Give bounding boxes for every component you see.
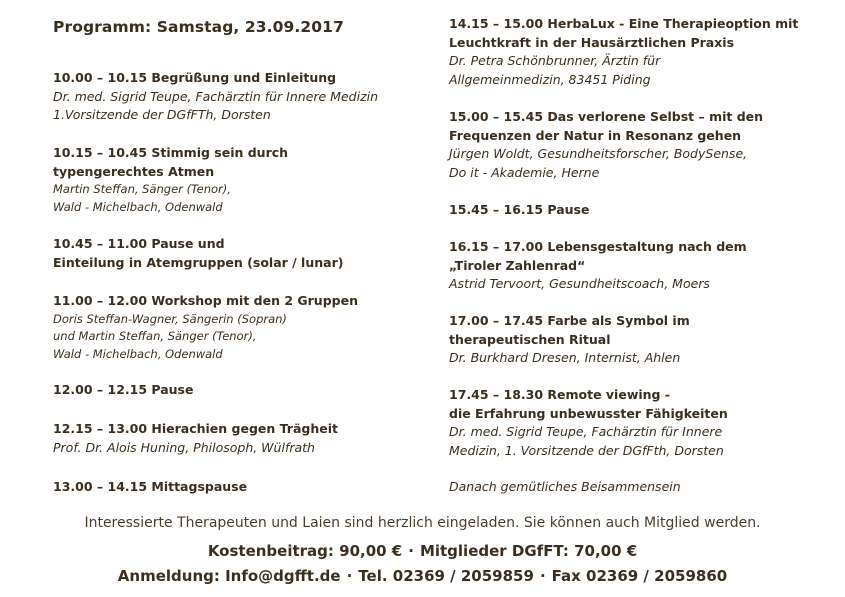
speaker-info: Astrid Tervoort, Gesundheitscoach, Moers bbox=[449, 276, 710, 291]
program-entry bbox=[449, 238, 829, 294]
program-entry bbox=[53, 420, 428, 457]
invitation-text: Interessierte Therapeuten und Laien sind herzlich eingeladen. Sie können auch Mitglied werden. bbox=[84, 515, 761, 531]
speaker-info: Dr. Burkhard Dresen, Internist, Ahlen bbox=[449, 350, 681, 365]
program-entry bbox=[449, 108, 829, 182]
speaker-info: Do it - Akademie, Herne bbox=[449, 164, 600, 180]
speaker-info: Dr. Petra Schönbrunner, Ärztin für bbox=[449, 53, 661, 68]
speaker-info: Wald - Michelbach, Odenwald bbox=[53, 346, 223, 361]
program-entry bbox=[53, 235, 428, 272]
session-title: therapeutischen Ritual bbox=[449, 331, 611, 347]
session-title: Einteilung in Atemgruppen (solar / lunar) bbox=[53, 254, 344, 270]
session-title: Leuchtkraft in der Hausärztlichen Praxis bbox=[449, 34, 735, 50]
program-entry bbox=[449, 312, 829, 368]
session-title: 15.45 – 16.15 Pause bbox=[449, 202, 590, 217]
speaker-info: Dr. med. Sigrid Teupe, Fachärztin für Innere Medizin bbox=[53, 88, 379, 104]
separator: · bbox=[408, 542, 414, 560]
session-title: 14.15 – 15.00 HerbaLux - Eine Therapieoption mit bbox=[449, 16, 799, 31]
phone-number: Tel. 02369 / 2059859 bbox=[358, 567, 534, 585]
program-entry bbox=[449, 386, 829, 460]
program-entry bbox=[53, 478, 428, 497]
contact-line bbox=[0, 567, 845, 585]
session-title: 10.00 – 10.15 Begrüßung und Einleitung bbox=[53, 70, 337, 85]
session-title: 11.00 – 12.00 Workshop mit den 2 Gruppen bbox=[53, 293, 358, 308]
speaker-info: Jürgen Woldt, Gesundheitsforscher, BodySense, bbox=[449, 146, 748, 161]
fee-line bbox=[0, 542, 845, 560]
session-title: „Tiroler Zahlenrad“ bbox=[449, 257, 586, 273]
speaker-info: Dr. med. Sigrid Teupe, Fachärztin für Innere bbox=[449, 424, 723, 439]
session-title: 10.15 – 10.45 Stimmig sein durch bbox=[53, 145, 289, 160]
member-fee-amount: Mitglieder DGfFT: 70,00 € bbox=[419, 542, 638, 560]
session-title: 17.00 – 17.45 Farbe als Symbol im bbox=[449, 313, 690, 328]
speaker-info: und Martin Steffan, Sänger (Tenor), bbox=[53, 329, 257, 343]
session-title: 17.45 – 18.30 Remote viewing - bbox=[449, 387, 671, 402]
speaker-info: Doris Steffan-Wagner, Sängerin (Sopran) bbox=[53, 311, 287, 326]
speaker-info: Medizin, 1. Vorsitzende der DGfFth, Dorsten bbox=[449, 442, 724, 458]
fax-number: Fax 02369 / 2059860 bbox=[551, 567, 728, 585]
speaker-info: Wald - Michelbach, Odenwald bbox=[53, 199, 223, 214]
session-title: die Erfahrung unbewusster Fähigkeiten bbox=[449, 405, 728, 421]
separator: · bbox=[346, 567, 353, 585]
session-title: 12.15 – 13.00 Hierachien gegen Trägheit bbox=[53, 421, 338, 436]
separator: · bbox=[539, 567, 546, 585]
session-title: typengerechtes Atmen bbox=[53, 163, 215, 179]
session-title: 15.00 – 15.45 Das verlorene Selbst – mit den bbox=[449, 109, 764, 124]
session-title: 12.00 – 12.15 Pause bbox=[53, 382, 194, 397]
program-entry bbox=[53, 69, 428, 125]
registration-email: Anmeldung: Info@dgfft.de bbox=[117, 567, 341, 585]
speaker-info: Danach gemütliches Beisammensein bbox=[449, 479, 681, 494]
program-entry bbox=[449, 478, 829, 497]
program-entry bbox=[53, 292, 428, 363]
speaker-info: Allgemeinmedizin, 83451 Piding bbox=[449, 71, 651, 87]
fee-amount: Kostenbeitrag: 90,00 € bbox=[207, 542, 403, 560]
program-entry bbox=[449, 15, 829, 89]
speaker-info: 1.Vorsitzende der DGfFTh, Dorsten bbox=[53, 107, 271, 122]
program-entry bbox=[53, 144, 428, 216]
session-title: 13.00 – 14.15 Mittagspause bbox=[53, 479, 248, 494]
speaker-info: Prof. Dr. Alois Huning, Philosoph, Wülfrath bbox=[53, 439, 315, 455]
program-entry bbox=[53, 381, 428, 400]
session-title: 10.45 – 11.00 Pause und bbox=[53, 236, 225, 251]
page-title: Programm: Samstag, 23.09.2017 bbox=[53, 18, 344, 36]
speaker-info: Martin Steffan, Sänger (Tenor), bbox=[53, 182, 231, 196]
session-title: Frequenzen der Natur in Resonanz gehen bbox=[449, 127, 742, 143]
session-title: 16.15 – 17.00 Lebensgestaltung nach dem bbox=[449, 239, 747, 254]
program-entry bbox=[449, 201, 829, 220]
